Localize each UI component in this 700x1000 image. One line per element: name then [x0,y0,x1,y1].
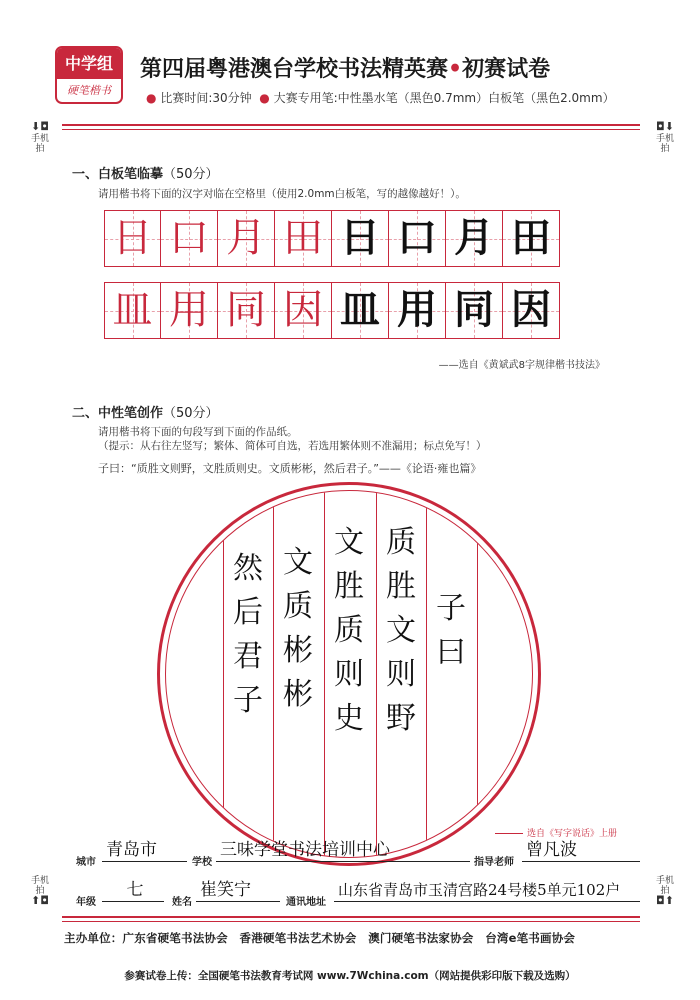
work-paper [165,490,533,858]
calligraphy-char: 史 [334,701,364,736]
city-label: 城市 [76,857,96,868]
model-cell [104,210,161,267]
model-cell [161,210,218,267]
calligraphy-char: 君 [233,639,263,674]
grade-label: 年级 [76,897,96,908]
column-line [477,491,478,857]
copy-cell [503,282,560,339]
group-badge [55,46,123,104]
teacher-field[interactable]: 曾凡波 [522,840,640,862]
side-mark-top-left [27,122,53,154]
work-paper-note: 选自《写字说话》上册 [495,826,617,839]
calligraphy-char: 文 [386,613,416,648]
model-char: 因 [283,287,323,333]
teacher-label: 指导老师 [474,857,514,868]
copy-cell [389,282,446,339]
address-label: 通讯地址 [286,897,326,908]
side-mark-bottom-right [652,876,678,908]
section1-score: （50分） [163,167,219,182]
badge-group-label: 中学组 [57,48,121,79]
header-rule [62,124,640,126]
practice-row-1 [104,210,560,267]
name-field[interactable]: 崔笑宁 [196,880,280,902]
copy-cell [389,210,446,267]
grade-field[interactable]: 七 [102,880,164,902]
side-mark-text: 手机拍 [30,134,49,154]
calligraphy-column-1 [426,587,476,675]
section2-heading [72,402,219,421]
calligraphy-char: 后 [233,595,263,630]
copy-cell [446,210,503,267]
model-char: 日 [112,215,153,261]
model-cell [275,210,332,267]
upload-info: 参赛试卷上传：全国硬笔书法教育考试网 www.7Wchina.com（网站提供彩印版下载及选购） [124,970,576,982]
section1-source: ——选自《黄斌武8字规律楷书技法》 [438,360,605,371]
calligraphy-char: 胜 [386,569,416,604]
model-cell [161,282,218,339]
side-mark-text: 手机拍 [655,876,674,896]
copy-char: 同 [454,286,494,333]
section1-heading [72,163,219,182]
time-limit: 比赛时间:30分钟 [160,91,252,105]
section2-score: （50分） [163,406,219,421]
copy-char: 因 [511,286,551,333]
calligraphy-char: 子 [436,591,466,626]
copy-char: 皿 [340,286,380,333]
model-char: 用 [169,287,209,333]
copy-char: 月 [454,214,494,261]
calligraphy-char: 彬 [283,633,313,668]
section2-title: 二、中性笔创作 [72,406,164,421]
model-char: 月 [226,215,266,261]
calligraphy-char: 质 [283,589,313,624]
side-mark-bottom-left [27,876,53,908]
practice-row-2 [104,282,560,339]
section2-instruction-1: 请用楷书将下面的句段写到下面的作品纸。 [98,426,298,438]
model-char: 同 [226,287,266,333]
download-camera-icon: ⬇◘ [31,120,49,133]
side-mark-text: 手机拍 [655,134,674,154]
copy-char: 日 [340,214,380,261]
model-cell [104,282,161,339]
calligraphy-char: 然 [233,551,263,586]
pen-requirement: 大赛专用笔:中性墨水笔（黑色0.7mm）白板笔（黑色2.0mm） [273,91,615,105]
calligraphy-char: 则 [334,657,364,692]
city-field[interactable]: 青岛市 [102,840,187,862]
calligraphy-char: 野 [386,701,416,736]
badge-style-label: 硬笔楷书 [67,84,111,97]
camera-download-icon: ◘⬇ [656,120,674,133]
section1-title: 一、白板笔临摹 [72,167,164,182]
copy-char: 田 [511,214,551,261]
calligraphy-column-4 [273,541,323,717]
copy-cell [332,282,389,339]
calligraphy-column-3 [324,521,374,741]
calligraphy-char: 子 [233,683,263,718]
address-field[interactable]: 山东省青岛市玉清宫路24号楼5单元102户 [334,880,640,902]
calligraphy-char: 胜 [334,569,364,604]
footer-rule-thin [62,921,640,922]
model-char: 口 [169,215,209,261]
model-cell [218,210,275,267]
upload-camera-icon: ⬆◘ [31,894,49,907]
copy-cell [332,210,389,267]
title-dot: • [448,56,463,82]
footer-rule [62,916,640,918]
model-cell [275,282,332,339]
bullet-icon: ● [259,91,270,105]
side-mark-text: 手机拍 [30,876,49,896]
calligraphy-char: 文 [334,525,364,560]
copy-cell [446,282,503,339]
section1-instruction: 请用楷书将下面的汉字对临在空格里（使用2.0mm白板笔，写的越像越好！）。 [98,188,466,200]
title-main: 第四届粤港澳台学校书法精英赛 [140,56,449,82]
copy-char: 用 [397,286,437,333]
bullet-icon: ● [146,91,157,105]
calligraphy-char: 文 [283,545,313,580]
camera-upload-icon: ◘⬆ [656,894,674,907]
calligraphy-char: 则 [386,657,416,692]
calligraphy-char: 质 [334,613,364,648]
section2-instruction-2: （提示：从右往左竖写；繁体、简体可自选，若选用繁体则不准漏用；标点免写！） [98,440,487,452]
title-sub: 初赛试卷 [462,56,551,82]
model-cell [218,282,275,339]
header-rule-thin [62,129,640,130]
exam-meta [146,89,615,106]
exam-title [140,52,550,83]
copy-cell [503,210,560,267]
calligraphy-column-5 [223,547,273,723]
calligraphy-column-2 [376,521,426,741]
school-field[interactable]: 三味学堂书法培训中心 [216,840,470,862]
side-mark-top-right [652,122,678,154]
section2-quote: 子曰：“质胜文则野，文胜质则史。文质彬彬，然后君子。”——《论语·雍也篇》 [98,462,482,475]
school-label: 学校 [192,857,212,868]
model-char: 田 [283,215,323,261]
model-char: 皿 [112,287,153,333]
calligraphy-char: 彬 [283,677,313,712]
copy-char: 口 [397,214,437,261]
calligraphy-char: 质 [386,525,416,560]
organizers: 主办单位：广东省硬笔书法协会 香港硬笔书法艺术协会 澳门硬笔书法家协会 台湾e笔书画协会 [64,931,576,945]
calligraphy-char: 曰 [436,635,466,670]
name-label: 姓名 [172,897,192,908]
